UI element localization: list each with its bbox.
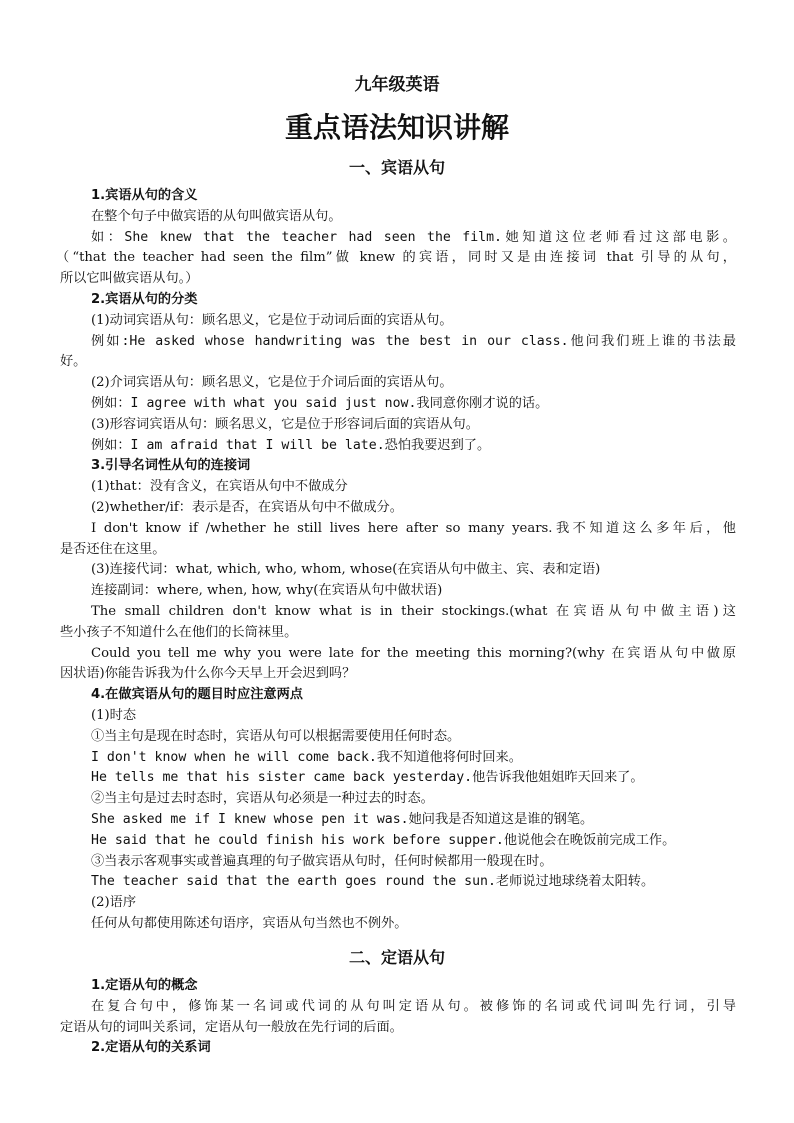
paragraph-line: 好。 [60,354,87,370]
document-title: 重点语法知识讲解 [284,111,509,144]
paragraph-line: (1)时态 [91,707,137,723]
paragraph-line: (3)形容词宾语从句：顾名思义，它是位于形容词后面的宾语从句。 [91,416,479,432]
example-line: She asked me if I knew whose pen it was.她问我是否知道这是谁的钢笔。 [91,811,594,827]
paragraph-line: (1)that：没有含义，在宾语从句中不做成分 [91,479,348,495]
example-line: 例如：I am afraid that I will be late.恐怕我要迟到了。 [91,437,491,453]
subheading: 4.在做宾语从句的题目时应注意两点 [91,687,303,703]
subheading: 1.宾语从句的含义 [91,188,198,203]
example-line: 例如：I agree with what you said just now.我同意你刚才说的话。 [91,395,549,411]
paragraph-line: ③当表示客观事实或普遍真理的句子做宾语从句时，任何时候都用一般现在时。 [91,853,553,869]
paragraph-line: ①当主句是现在时态时，宾语从句可以根据需要使用任何时态。 [91,728,461,744]
paragraph-line: （“that the teacher had seen the film”做 knew 的宾语，同时又是由连接词 that 引导的从句， [56,250,736,266]
example-line: Could you tell me why you were late for the meeting this morning?(why 在宾语从句中做原 [91,645,736,661]
section-heading-object-clause: 一、宾语从句 [348,158,445,177]
paragraph-line: 所以它叫做宾语从句。） [60,271,199,287]
document-subtitle: 九年级英语 [354,75,440,95]
example-line: The small children don't know what is in their stockings.(what 在宾语从句中做主语)这 [91,603,736,619]
paragraph-line: 些小孩子不知道什么在他们的长筒袜里。 [60,624,298,640]
example-line: I don't know when he will come back.我不知道他将何时回来。 [91,749,522,765]
paragraph-line: (3)连接代词：what, which, who, whom, whose(在宾语从句中做主、宾、表和定语) [91,562,601,578]
paragraph-line: 在复合句中，修饰某一名词或代词的从句叫定语从句。被修饰的名词或代词叫先行词，引导 [91,998,736,1014]
paragraph-line: 任何从句都使用陈述句语序，宾语从句当然也不例外。 [91,915,408,931]
example-line: He tells me that his sister came back yesterday.他告诉我他姐姐昨天回来了。 [91,770,644,786]
section-body-attributive-clause [60,976,736,1059]
example-line: The teacher said that the earth goes round the sun.老师说过地球绕着太阳转。 [91,874,655,890]
paragraph-line: 因状语)你能告诉我为什么你今天早上开会迟到吗？ [60,666,356,682]
paragraph-line: 连接副词：where, when, how, why(在宾语从句中做状语) [91,583,443,599]
paragraph-line: (2)语序 [91,895,137,911]
example-line: 例如:He asked whose handwriting was the best in our class.他问我们班上谁的书法最 [91,333,736,349]
subheading: 3.引导名词性从句的连接词 [91,458,251,474]
subheading: 1.定语从句的概念 [91,978,198,993]
subheading: 2.宾语从句的分类 [91,291,198,307]
section-body-object-clause [56,186,736,935]
section-heading-attributive-clause: 二、定语从句 [348,948,445,967]
example-line: He said that he could finish his work before supper.他说他会在晚饭前完成工作。 [91,832,676,848]
paragraph-line: (2)whether/if：表示是否，在宾语从句中不做成分。 [91,499,403,515]
paragraph-line: 在整个句子中做宾语的从句叫做宾语从句。 [91,208,342,224]
paragraph-line: 是否还住在这里。 [60,541,166,557]
paragraph-line: (2)介词宾语从句：顾名思义，它是位于介词后面的宾语从句。 [91,375,453,391]
example-line: 如：She knew that the teacher had seen the film.她知道这位老师看过这部电影。 [91,229,736,245]
paragraph-line: (1)动词宾语从句：顾名思义，它是位于动词后面的宾语从句。 [91,312,453,328]
subheading: 2.定语从句的关系词 [91,1040,211,1056]
paragraph-line: 定语从句的词叫关系词，定语从句一般放在先行词的后面。 [60,1019,403,1035]
example-line: I don't know if /whether he still lives here after so many years.我不知道这么多年后，他 [91,520,736,536]
paragraph-line: ②当主句是过去时态时，宾语从句必须是一种过去的时态。 [91,791,434,807]
